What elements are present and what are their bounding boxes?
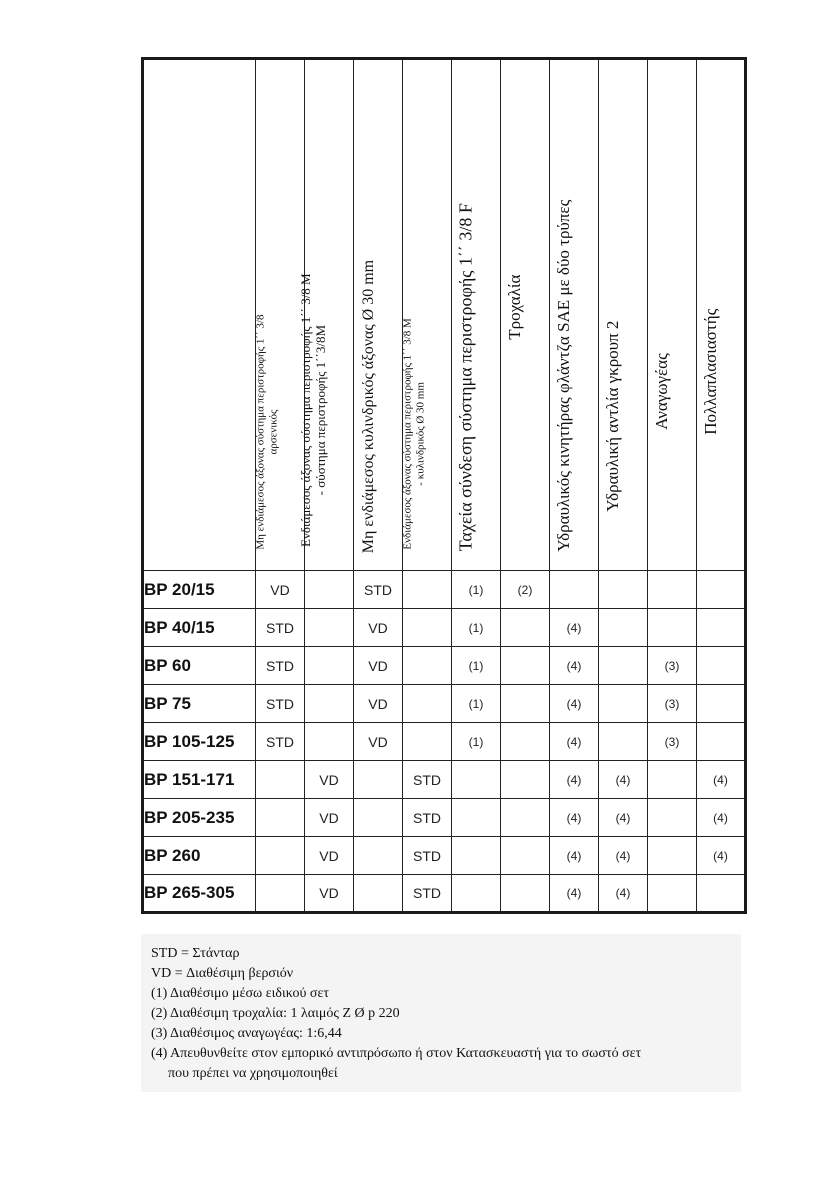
column-header — [354, 59, 403, 571]
column-header-label: Μη ενδιάμεσος κυλινδρικός άξονας Ø 30 mm — [359, 259, 377, 553]
table-cell — [599, 723, 648, 761]
table-row — [143, 761, 746, 799]
table-cell: (1) — [452, 571, 501, 609]
table-cell — [256, 875, 305, 913]
column-header-label: Ταχεία σύνδεση σύστημα περιστροφής 1΄΄ 3/8 F — [455, 203, 476, 552]
table-cell — [648, 609, 697, 647]
table-cell — [354, 875, 403, 913]
table-cell — [697, 647, 746, 685]
table-cell — [501, 647, 550, 685]
table-cell: (4) — [550, 837, 599, 875]
table-cell — [550, 571, 599, 609]
table-cell: (1) — [452, 723, 501, 761]
column-header — [452, 59, 501, 571]
column-header — [501, 59, 550, 571]
table-row — [143, 837, 746, 875]
table-cell — [648, 571, 697, 609]
legend-note-3: (3) Διαθέσιμος αναγωγέας: 1:6,44 — [151, 1026, 342, 1041]
table-cell — [501, 837, 550, 875]
legend-vd: VD = Διαθέσιμη βερσιόν — [151, 966, 294, 981]
table-cell: VD — [305, 761, 354, 799]
compatibility-table — [141, 57, 747, 914]
table-cell — [403, 647, 452, 685]
table-cell: (4) — [697, 799, 746, 837]
table-cell — [501, 875, 550, 913]
table-cell — [697, 723, 746, 761]
table-row — [143, 685, 746, 723]
table-cell — [648, 837, 697, 875]
table-cell — [599, 647, 648, 685]
table-cell: (4) — [550, 761, 599, 799]
column-header-label: Μη ενδιάμεσος άξονας σύστημα περιστροφής 1΄΄ 3/8 — [254, 314, 267, 550]
table-cell — [305, 571, 354, 609]
table-cell: (2) — [501, 571, 550, 609]
table-cell — [648, 799, 697, 837]
legend-std: STD = Στάνταρ — [151, 946, 240, 961]
table-cell — [648, 875, 697, 913]
legend — [141, 934, 741, 1092]
header-row — [143, 59, 746, 571]
legend-note-4: (4) Απευθυνθείτε στον εμπορικό αντιπρόσωπο ή στον Κατασκευαστή για το σωστό σετ — [151, 1046, 642, 1061]
table-cell — [697, 571, 746, 609]
column-header — [648, 59, 697, 571]
table-cell: (4) — [599, 799, 648, 837]
column-header — [697, 59, 746, 571]
table-cell: (4) — [550, 875, 599, 913]
table-row — [143, 571, 746, 609]
table-row — [143, 799, 746, 837]
table-cell: (1) — [452, 647, 501, 685]
table-cell: (4) — [550, 609, 599, 647]
table-cell — [256, 837, 305, 875]
column-header — [298, 59, 354, 571]
column-header-label: - κυλινδρικός Ø 30 mm — [414, 381, 426, 486]
table-cell: STD — [256, 609, 305, 647]
column-header-label: Υδραυλικός κινητήρας φλάντζα SAE με δύο τρύπες — [554, 200, 574, 553]
table-cell: (4) — [599, 837, 648, 875]
table-cell: STD — [403, 837, 452, 875]
table-cell — [599, 685, 648, 723]
table-cell: VD — [256, 571, 305, 609]
table-cell — [599, 609, 648, 647]
table-cell — [305, 647, 354, 685]
model-name: BP 151-171 — [143, 761, 256, 799]
table-cell — [501, 761, 550, 799]
column-header-label: Τροχαλία — [505, 275, 525, 341]
table-cell: (4) — [550, 647, 599, 685]
table-cell — [403, 571, 452, 609]
table-cell — [697, 609, 746, 647]
table-cell: (4) — [599, 761, 648, 799]
table-cell: (3) — [648, 647, 697, 685]
column-header — [403, 59, 452, 571]
model-name: BP 60 — [143, 647, 256, 685]
table-cell — [452, 837, 501, 875]
table-cell — [354, 799, 403, 837]
table-cell — [599, 571, 648, 609]
table-cell: (4) — [550, 799, 599, 837]
table-cell — [403, 723, 452, 761]
column-header-label: Αναγωγέας — [652, 353, 672, 431]
table-cell — [305, 723, 354, 761]
table-row — [143, 609, 746, 647]
table-cell — [501, 609, 550, 647]
table-cell: (1) — [452, 609, 501, 647]
model-name: BP 40/15 — [143, 609, 256, 647]
table-cell: (3) — [648, 685, 697, 723]
table-cell: STD — [354, 571, 403, 609]
table-cell — [648, 761, 697, 799]
table-cell: (4) — [550, 723, 599, 761]
model-name: BP 265-305 — [143, 875, 256, 913]
table-cell — [403, 685, 452, 723]
table-cell: VD — [354, 609, 403, 647]
table-cell — [697, 875, 746, 913]
table-cell — [354, 761, 403, 799]
table-cell: STD — [403, 799, 452, 837]
table-cell — [452, 799, 501, 837]
column-header-label: - σύστημα περιστροφής 1΄΄3/8Μ — [313, 325, 328, 496]
column-header-label: Πολλαπλασιαστής — [700, 309, 720, 436]
table-cell — [354, 837, 403, 875]
column-header — [550, 59, 599, 571]
table-row — [143, 723, 746, 761]
table-cell — [452, 875, 501, 913]
table-cell — [256, 799, 305, 837]
model-name: BP 75 — [143, 685, 256, 723]
corner-cell — [143, 59, 256, 571]
table-cell: (3) — [648, 723, 697, 761]
model-name: BP 20/15 — [143, 571, 256, 609]
table-cell: VD — [305, 799, 354, 837]
table-cell: VD — [354, 685, 403, 723]
table-cell: (4) — [550, 685, 599, 723]
table-cell — [305, 685, 354, 723]
legend-note-4-continued: που πρέπει να χρησιμοποιηθεί — [168, 1066, 338, 1081]
table-cell: (4) — [697, 761, 746, 799]
table-cell — [501, 799, 550, 837]
legend-note-1: (1) Διαθέσιμο μέσω ειδικού σετ — [151, 986, 329, 1001]
table-cell: STD — [256, 723, 305, 761]
table-cell — [452, 761, 501, 799]
table-cell: VD — [354, 723, 403, 761]
table-cell — [403, 609, 452, 647]
model-name: BP 205-235 — [143, 799, 256, 837]
table-cell: (1) — [452, 685, 501, 723]
table-cell: STD — [256, 685, 305, 723]
legend-note-2: (2) Διαθέσιμη τροχαλία: 1 λαιμός Z Ø p 220 — [151, 1006, 400, 1021]
model-name: BP 105-125 — [143, 723, 256, 761]
table-row — [143, 647, 746, 685]
column-header-label: Υδραυλική αντλία γκρουπ 2 — [603, 321, 623, 513]
table-cell: STD — [256, 647, 305, 685]
table-row — [143, 875, 746, 913]
model-name: BP 260 — [143, 837, 256, 875]
table-cell — [305, 609, 354, 647]
table-cell — [697, 685, 746, 723]
table-cell: STD — [403, 875, 452, 913]
table-cell — [256, 761, 305, 799]
column-header-label: Ενδιάμεσος άξονας σύστημα περιστροφής 1΄΄ 3/8 Μ — [298, 273, 314, 548]
table-cell: (4) — [599, 875, 648, 913]
column-header-label: αρσενικός — [267, 409, 279, 455]
table-cell — [501, 723, 550, 761]
table-cell: VD — [354, 647, 403, 685]
table-cell: (4) — [697, 837, 746, 875]
table-cell: STD — [403, 761, 452, 799]
table-cell: VD — [305, 875, 354, 913]
table-cell — [501, 685, 550, 723]
column-header — [599, 59, 648, 571]
table-cell: VD — [305, 837, 354, 875]
column-header-label: Ενδιάμεσος άξονας σύστημα περιστροφής 1΄΄ 3/8 Μ — [401, 317, 414, 550]
